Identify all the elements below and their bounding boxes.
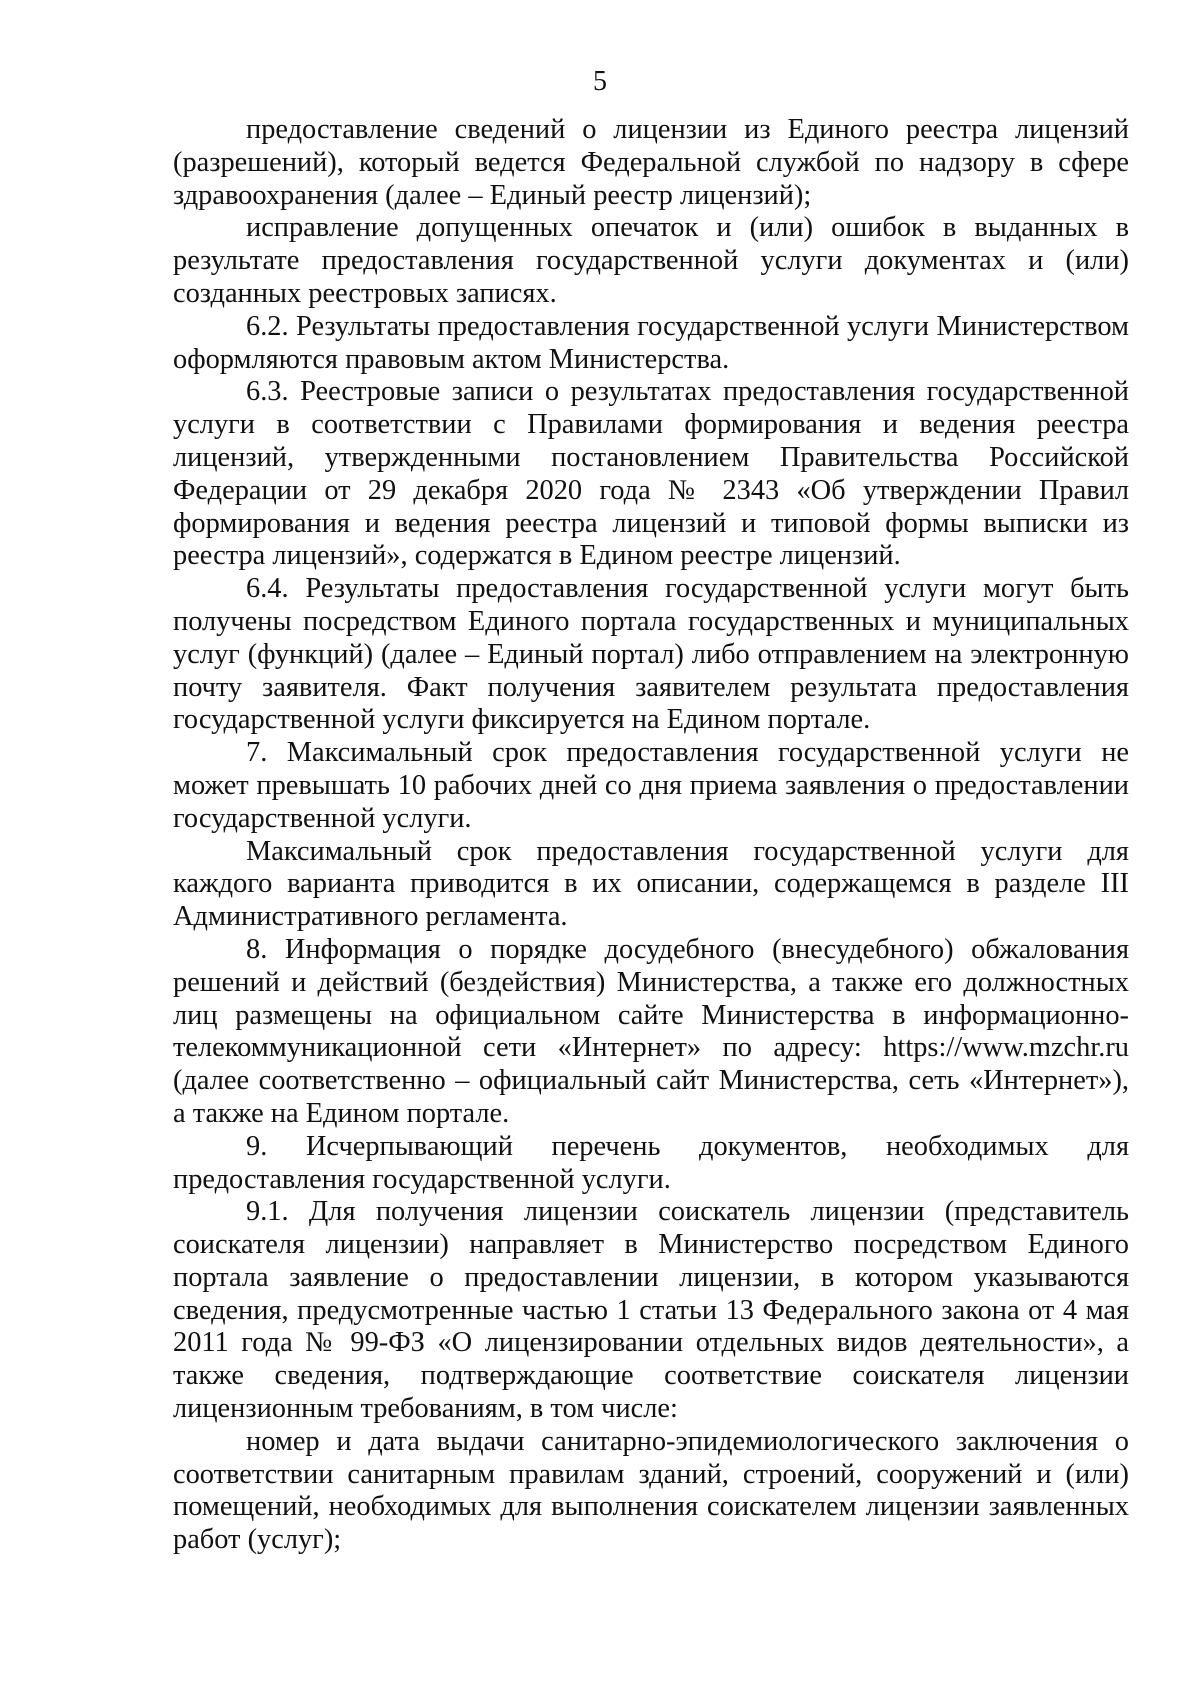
paragraph-6-3: 6.3. Реестровые записи о результатах предоставления государственной услуги в соответствии с Правилами формирования и ведения реестра лицензий, утвержденными постановлением Правительства Российской Федерации от 29 декабря 2020 года № 2343 «Об утверждении Правил формирования и ведения реестра лицензий и типовой формы выписки из реестра лицензий», содержатся в Едином реестре лицензий. <box>173 376 1129 572</box>
paragraph-6-4: 6.4. Результаты предоставления государственной услуги могут быть получены посредством Единого портала государственных и муниципальных услуг (функций) (далее – Единый портал) либо отправлением на электронную почту заявителя. Факт получения заявителем результата предоставления государственной услуги фиксируется на Едином портале. <box>173 573 1129 736</box>
document-body <box>173 114 1129 1557</box>
paragraph-sanitary-conclusion: номер и дата выдачи санитарно-эпидемиологического заключения о соответствии санитарным правилам зданий, строений, сооружений и (или) помещений, необходимых для выполнения соискателем лицензии заявленных работ (услуг); <box>173 1425 1129 1556</box>
paragraph-7: 7. Максимальный срок предоставления государственной услуги не может превышать 10 рабочих дней со дня приема заявления о предоставлении государственной услуги. <box>173 737 1129 834</box>
paragraph-license-info: предоставление сведений о лицензии из Единого реестра лицензий (разрешений), который ведется Федеральной службой по надзору в сфере здравоохранения (далее – Единый реестр лицензий); <box>173 114 1129 211</box>
paragraph-typo-correction: исправление допущенных опечаток и (или) ошибок в выданных в результате предоставления государственной услуги документах и (или) созданных реестровых записях. <box>173 212 1129 309</box>
page-number: 5 <box>593 66 607 97</box>
paragraph-9-1: 9.1. Для получения лицензии соискатель лицензии (представитель соискателя лицензии) направляет в Министерство посредством Единого портала заявление о предоставлении лицензии, в котором указываются сведения, предусмотренные частью 1 статьи 13 Федерального закона от 4 мая 2011 года № 99-ФЗ «О лицензировании отдельных видов деятельности», а также сведения, подтверждающие соответствие соискателя лицензии лицензионным требованиям, в том числе: <box>173 1196 1129 1425</box>
paragraph-max-term: Максимальный срок предоставления государственной услуги для каждого варианта приводится в их описании, содержащемся в разделе III Административного регламента. <box>173 835 1129 933</box>
paragraph-8: 8. Информация о порядке досудебного (внесудебного) обжалования решений и действий (бездействия) Министерства, а также его должностных лиц размещены на официальном сайте Министерства в информационно-телекоммуникационной сети «Интернет» по адресу: https://www.mzchr.ru (далее соответственно – официальный сайт Министерства, сеть «Интернет»), а также на Едином портале. <box>173 933 1129 1129</box>
paragraph-6-2: 6.2. Результаты предоставления государственной услуги Министерством оформляются правовым актом Министерства. <box>173 310 1129 375</box>
paragraph-9: 9. Исчерпывающий перечень документов, необходимых для предоставления государственной услуги. <box>173 1130 1129 1195</box>
